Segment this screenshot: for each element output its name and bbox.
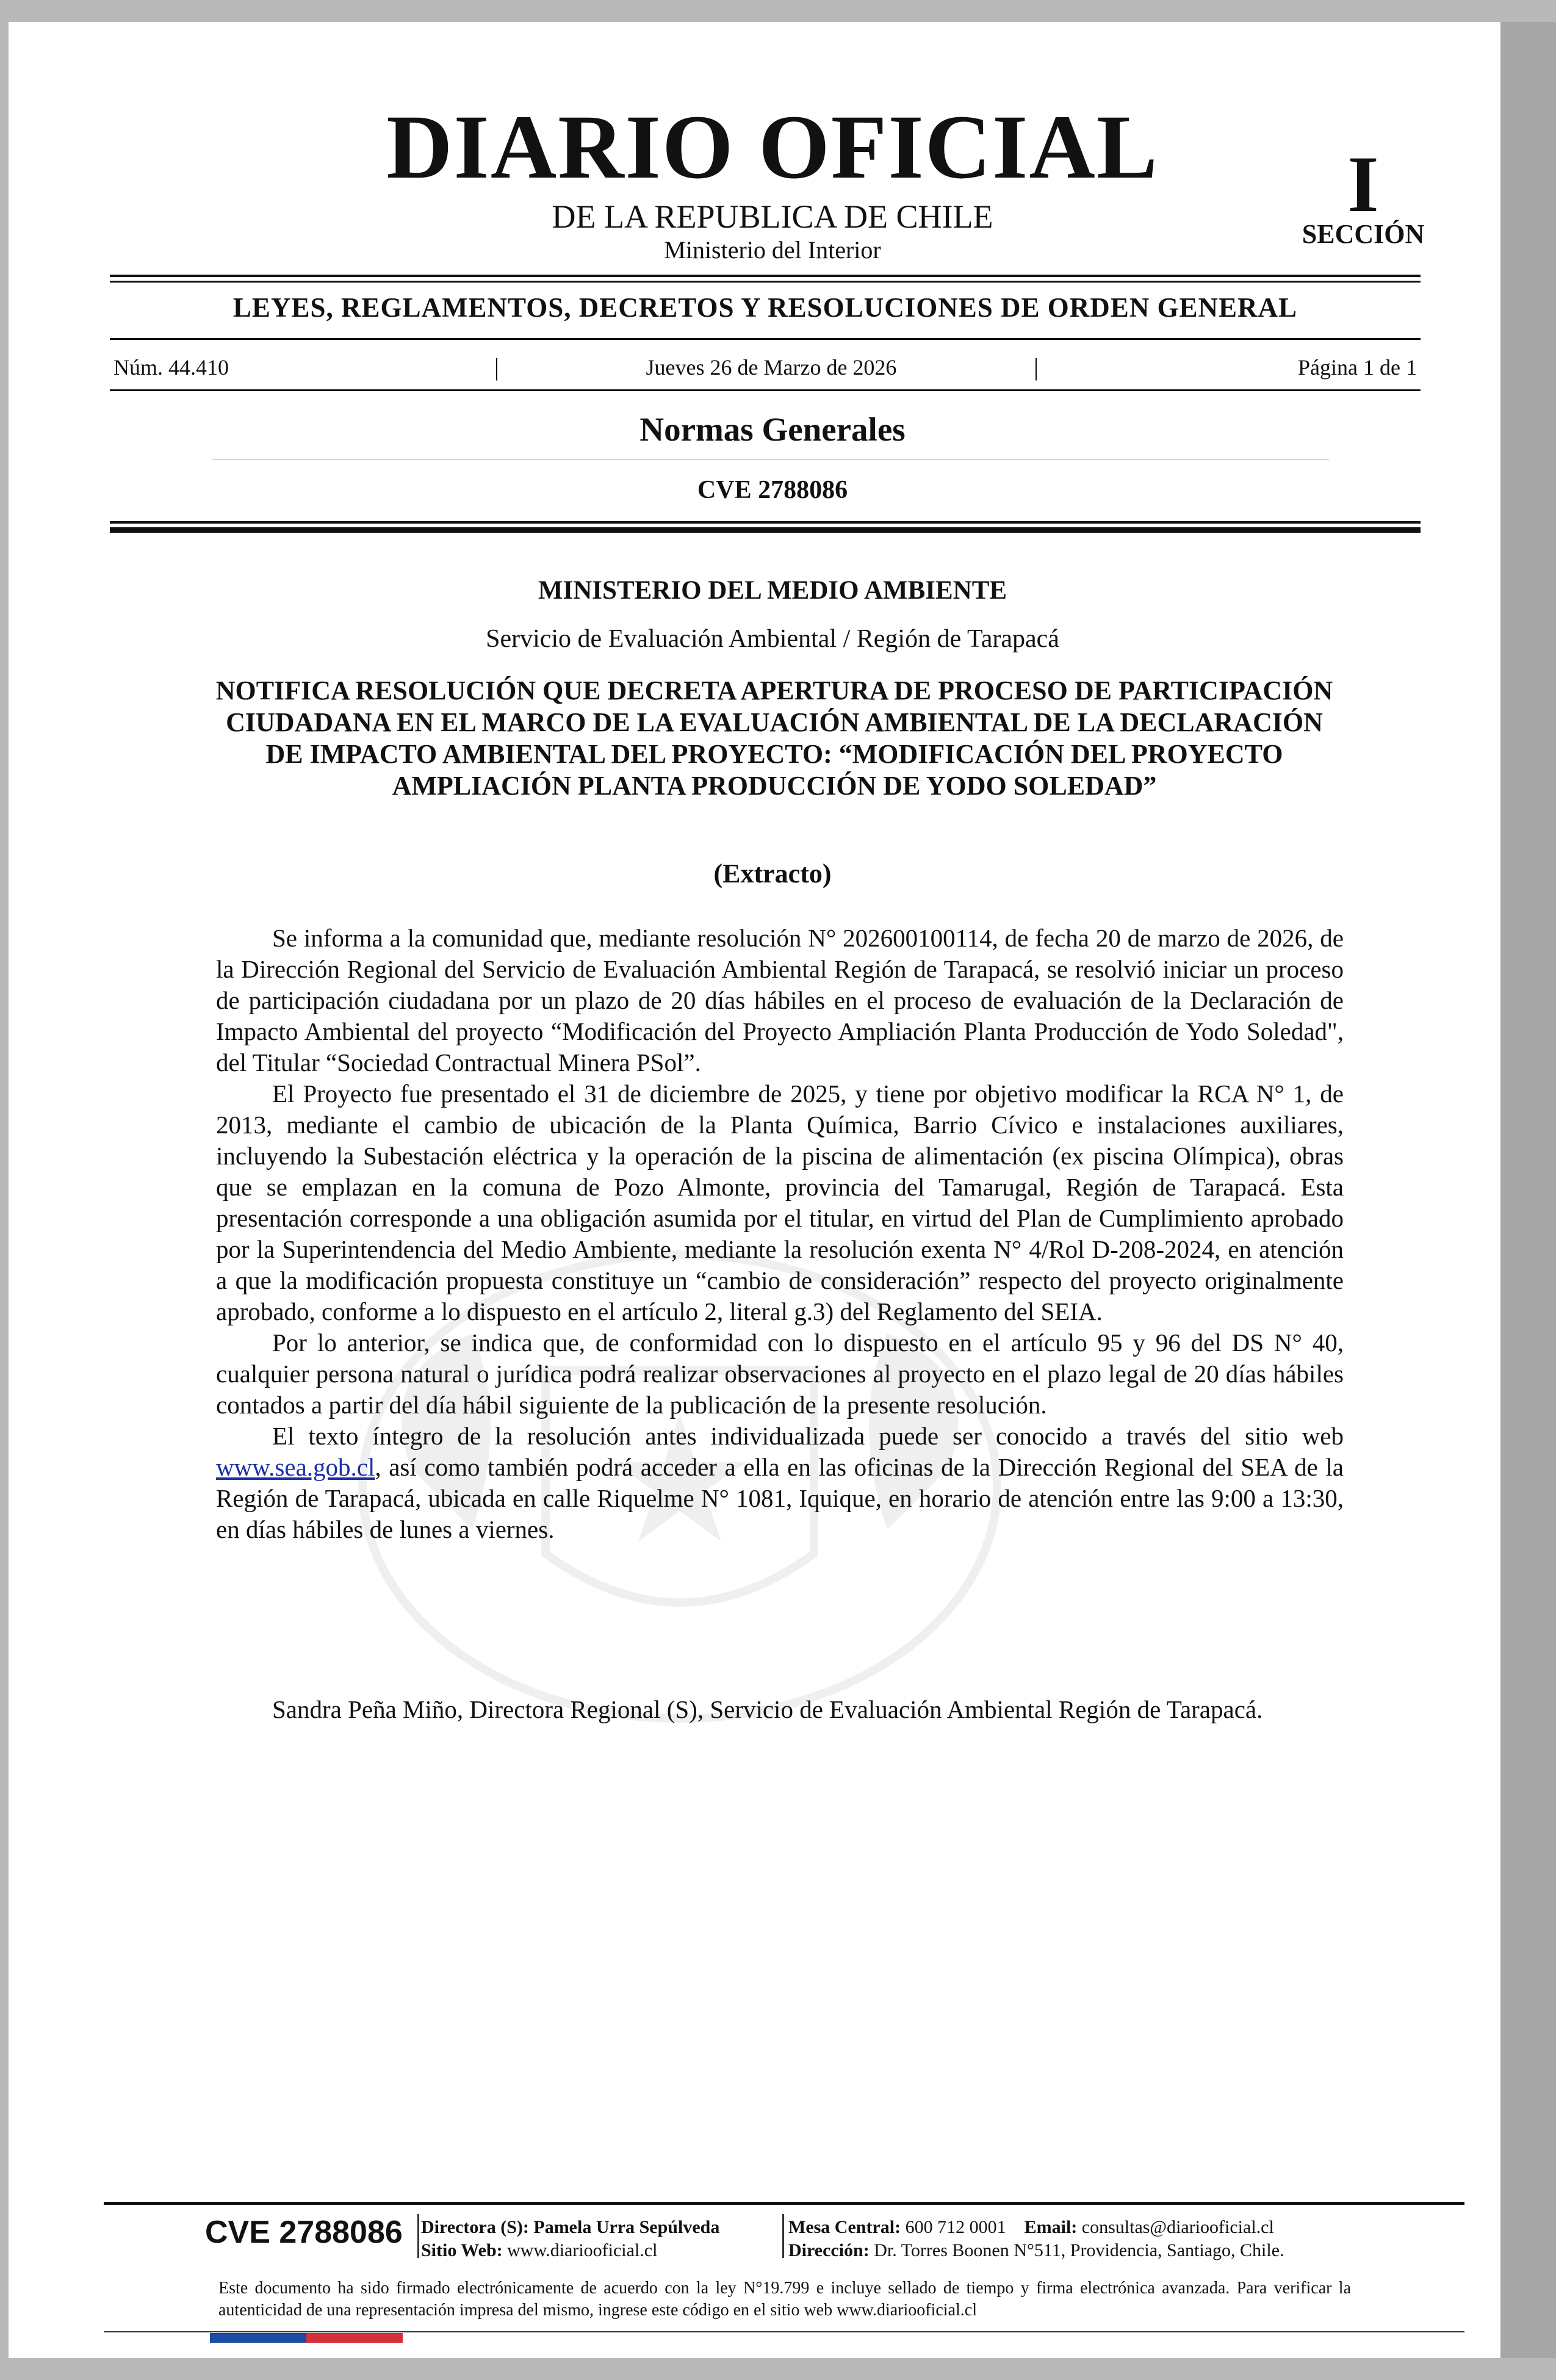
info-separator: | (494, 353, 500, 381)
footer-disclaimer: Este documento ha sido firmado electrónicamente de acuerdo con la ley N°19.799 e incluye sellado de tiempo y firma electrónica avanzada. Para verificar la autenticidad de una representación impresa del mismo, ingrese este código en el sitio web www.diariooficial.cl (218, 2279, 1351, 2320)
footer-phone: 600 712 0001 (905, 2217, 1006, 2237)
issue-number: Núm. 44.410 (113, 355, 229, 380)
flag-stripe-red (306, 2333, 403, 2343)
info-separator: | (1034, 353, 1039, 381)
footer-rule (104, 2202, 1464, 2205)
paragraph-text: El texto íntegro de la resolución antes individualizada puede ser conocido a través del sitio web (272, 1422, 1344, 1450)
address-label: Dirección: (788, 2240, 870, 2260)
issue-date: Jueves 26 de Marzo de 2026 (646, 355, 897, 380)
paragraph: El Proyecto fue presentado el 31 de diciembre de 2025, y tiene por objetivo modificar la RCA N° 1, de 2013, mediante el cambio de ubicación de la Planta Química, Barrio Cívico e instalaciones auxiliares, incluyendo la Subestación eléctrica y la operación de la piscina de alimentación (ex piscina Olímpica), obras que se emplazan en la comuna de Pozo Almonte, provincia del Tamarugal, Región de Tarapacá. Esta presentación corresponde a una obligación asumida por el titular, en virtud del Plan de Cumplimiento aprobado por la Superintendencia del Medio Ambiente, mediante la resolución exenta N° 4/Rol D-208-2024, en atención a que la modificación propuesta constituye un “cambio de consideración” respecto del proyecto originalmente aprobado, conforme a lo dispuesto en el artículo 2, literal g.3) del Reglamento del SEIA. (216, 1080, 1344, 1325)
paragraph-text: , así como también podrá acceder a ella en las oficinas de la Dirección Regional del SEA de la Región de Tarapacá, ubicada en calle Riquelme N° 1081, Iquique, en horario de atención entre las 9:00 a 13:30, en días hábiles de lunes a viernes. (216, 1453, 1344, 1543)
footer-cve-code: CVE 2788086 (205, 2215, 403, 2250)
footer-email: consultas@diariooficial.cl (1081, 2217, 1274, 2237)
footer-address: Dr. Torres Boonen N°511, Providencia, Santiago, Chile. (874, 2240, 1284, 2260)
document-page (9, 22, 1500, 2358)
section-title: Normas Generales (639, 411, 906, 448)
paragraph: Se informa a la comunidad que, mediante resolución N° 202600100114, de fecha 20 de marzo de 2026, de la Dirección Regional del Servicio de Evaluación Ambiental Región de Tarapacá, se resolvió iniciar un proceso de participación ciudadana por un plazo de 20 días hábiles en el proceso de evaluación de la Declaración de Impacto Ambiental del proyecto “Modificación del Proyecto Ampliación Planta Producción de Yodo Soledad", del Titular “Sociedad Contractual Minera PSol”. (216, 924, 1344, 1076)
footer-separator (782, 2214, 784, 2258)
section-divider (212, 459, 1329, 460)
document-subtitle: (Extracto) (713, 859, 832, 889)
footer-contact-left (421, 2216, 719, 2262)
email-label: Email: (1024, 2217, 1078, 2237)
footer-separator (417, 2214, 419, 2258)
info-rule (110, 389, 1421, 391)
website-label: Sitio Web: (421, 2240, 503, 2260)
cve-code: CVE 2788086 (697, 476, 848, 504)
document-title: NOTIFICA RESOLUCIÓN QUE DECRETA APERTURA DE PROCESO DE PARTICIPACIÓN CIUDADANA EN EL MARCO DE LA EVALUACIÓN AMBIENTAL DE LA DECLARACIÓN DE IMPACTO AMBIENTAL DEL PROYECTO: “MODIFICACIÓN DEL PROYECTO AMPLIACIÓN PLANTA PRODUCCIÓN DE YODO SOLEDAD” (215, 676, 1333, 801)
footer-bottom-rule (104, 2331, 1464, 2332)
document-body (216, 923, 1344, 1545)
header-bottom-rule-thick (110, 527, 1421, 533)
masthead-rule-double (110, 281, 1421, 283)
newspaper-ministry: Ministerio del Interior (664, 236, 881, 264)
footer-website: www.diariooficial.cl (507, 2240, 658, 2260)
newspaper-title: DIARIO OFICIAL (386, 96, 1159, 198)
section-number: I (1347, 139, 1379, 229)
signature: Sandra Peña Miño, Directora Regional (S), Servicio de Evaluación Ambiental Región de Tarapacá. (272, 1695, 1263, 1723)
phone-label: Mesa Central: (788, 2217, 901, 2237)
paragraph (216, 1421, 1344, 1545)
document-service: Servicio de Evaluación Ambiental / Región de Tarapacá (486, 625, 1059, 653)
header-bottom-rule (110, 521, 1421, 524)
masthead-rule (110, 275, 1421, 277)
newspaper-subtitle: DE LA REPUBLICA DE CHILE (552, 198, 993, 235)
category-rule (110, 338, 1421, 340)
flag-stripe-blue (210, 2333, 306, 2343)
sea-website-link[interactable]: www.sea.gob.cl (216, 1453, 375, 1481)
footer-contact-right (788, 2216, 1284, 2262)
paragraph: Por lo anterior, se indica que, de conformidad con lo dispuesto en el artículo 95 y 96 del DS N° 40, cualquier persona natural o jurídica podrá realizar observaciones al proyecto en el plazo legal de 20 días hábiles contados a partir del día hábil siguiente de la publicación de la presente resolución. (216, 1329, 1344, 1419)
section-label: SECCIÓN (1302, 219, 1425, 249)
director-name: Directora (S): Pamela Urra Sepúlveda (421, 2217, 720, 2237)
category-heading: LEYES, REGLAMENTOS, DECRETOS Y RESOLUCIONES DE ORDEN GENERAL (232, 292, 1298, 323)
page-indicator: Página 1 de 1 (1298, 355, 1417, 380)
document-ministry: MINISTERIO DEL MEDIO AMBIENTE (538, 576, 1007, 605)
viewer-scroll-gutter (1500, 22, 1556, 2358)
